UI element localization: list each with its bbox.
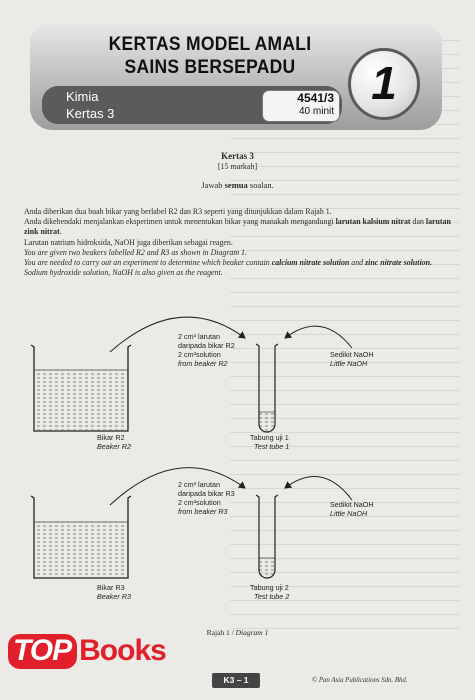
transfer-label-en-1: 2 cm³solution [178, 350, 221, 359]
question-ms-line-2: Anda dikehendaki menjalankan eksperimen untuk menentukan bikar yang manakah mengandungi larutan kalsium nitrat dan larutan zink nitrat. [24, 217, 451, 237]
question-ms-line-1: Anda diberikan dua buah bikar yang berlabel R2 dan R3 seperti yang ditunjukkan dalam Rajah 1. [24, 207, 332, 216]
test-tube-1 [256, 344, 278, 432]
section-title: Kertas 3 [221, 151, 254, 161]
section-marks: [15 markah] [217, 162, 258, 171]
page-number: K3 – 1 [212, 673, 260, 688]
transfer-label-en-2: from beaker R2 [178, 359, 228, 368]
beaker-label-en: Beaker R2 [97, 442, 131, 451]
diagram-caption: Rajah 1 / Diagram 1 [206, 628, 269, 637]
naoh-label-ms: Sedikit NaOH [330, 350, 374, 359]
subject-label: Kimia [66, 89, 99, 104]
naoh-arrow-1 [285, 326, 352, 348]
page-title [72, 33, 348, 79]
tube-label-en: Test tube 1 [254, 442, 290, 451]
test-tube-2 [256, 495, 278, 578]
tube-label-en: Test tube 2 [254, 592, 290, 601]
naoh-label-ms: Sedikit NaOH [330, 500, 374, 509]
naoh-label-en: Little NaOH [330, 359, 368, 368]
title-line-1: KERTAS MODEL AMALI [108, 34, 312, 55]
paper-duration: 40 minit [298, 106, 334, 117]
transfer-label-en-1: 2 cm³solution [178, 498, 221, 507]
model-number: 1 [371, 57, 397, 109]
title-line-2: SAINS BERSEPADU [124, 57, 296, 78]
transfer-label-en-2: from beaker R3 [178, 507, 228, 516]
tube-label-ms: Tabung uji 2 [250, 583, 289, 592]
topbooks-logo: TOP Books [8, 634, 166, 668]
naoh-label-en: Little NaOH [330, 509, 368, 518]
transfer-label-ms-2: daripada bikar R3 [178, 489, 235, 498]
beaker-label-en: Beaker R3 [97, 592, 131, 601]
beaker-label-ms: Bikar R2 [97, 433, 125, 442]
question-text [24, 207, 456, 278]
paper-label: Kertas 3 [66, 106, 115, 121]
transfer-label-ms-1: 2 cm³ larutan [178, 480, 220, 489]
tube-label-ms: Tabung uji 1 [250, 433, 289, 442]
beaker-label-ms: Bikar R3 [97, 583, 125, 592]
beaker-r3 [31, 496, 131, 578]
transfer-label-ms-2: daripada bikar R2 [178, 341, 235, 350]
question-en-line-1: You are given two beakers labelled R2 and R3 as shown in Diagram 1. [24, 247, 247, 257]
transfer-label-ms-1: 2 cm³ larutan [178, 332, 220, 341]
answer-instruction: Jawab semua soalan. [201, 180, 274, 190]
naoh-arrow-2 [285, 476, 352, 500]
paper-code: 4541/3 [297, 91, 334, 105]
question-en-line-3: Sodium hydroxide solution, NaOH is also given as the reagent. [24, 268, 223, 278]
question-en-line-2: You are needed to carry out an experiment to determine which beaker contain calcium nitrate solution and zinc nitrate solution. [24, 258, 432, 268]
question-ms-line-3: Larutan natrium hidroksida, NaOH juga diberikan sebagai reagen. [24, 237, 233, 247]
diagram-1 [0, 300, 475, 625]
publisher-credit: © Pan Asia Publications Sdn. Bhd. [312, 677, 408, 684]
beaker-r2 [31, 345, 131, 431]
